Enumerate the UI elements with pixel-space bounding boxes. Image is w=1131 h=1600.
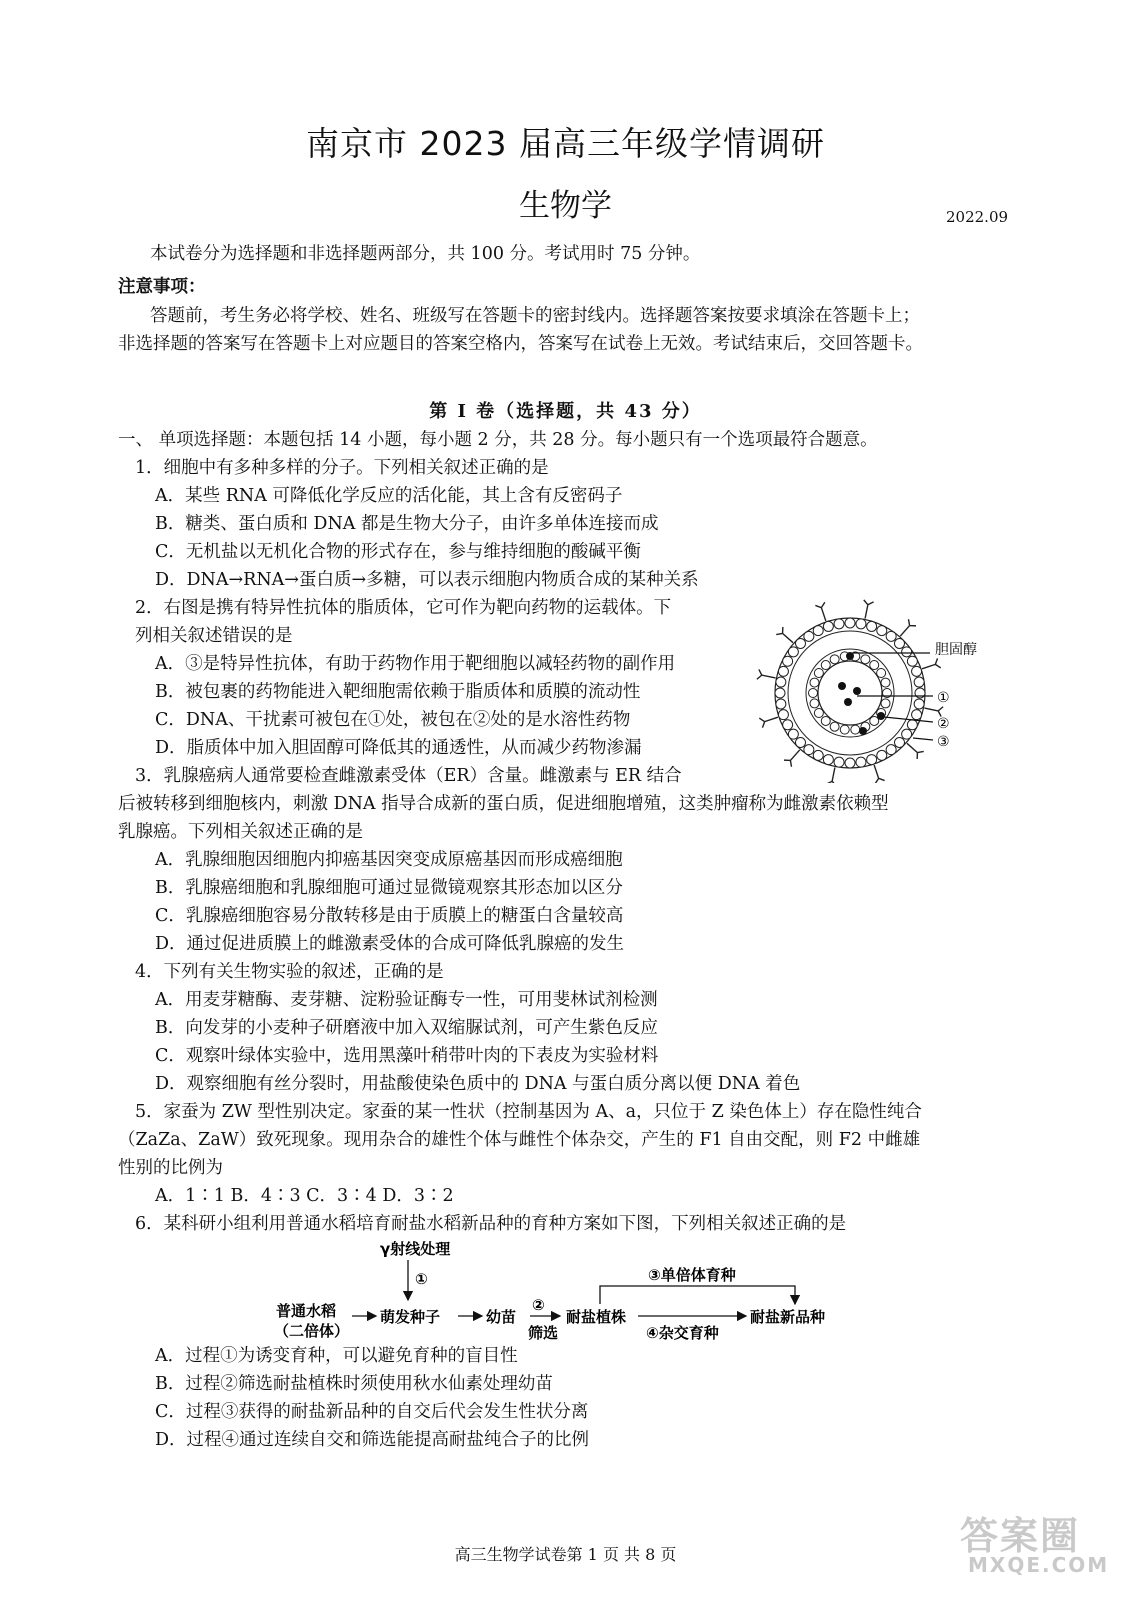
q2-option-b: B．被包裹的药物能进入靶细胞需依赖于脂质体和质膜的流动性 xyxy=(155,682,641,702)
q1-option-b: B．糖类、蛋白质和 DNA 都是生物大分子，由许多单体连接而成 xyxy=(155,514,659,534)
section-title: 第 I 卷（选择题，共 43 分） xyxy=(429,401,702,422)
notice-line-2: 非选择题的答案写在答题卡上对应题目的答案空格内，答案写在试卷上无效。考试结束后，交回答题卡。 xyxy=(118,334,923,354)
label-2: ② xyxy=(937,716,950,732)
q5-options: A．1∶1 B．4∶3 C．3∶4 D．3∶2 xyxy=(155,1186,454,1206)
q2-stem-line-2: 列相关叙述错误的是 xyxy=(135,626,293,646)
watermark-url: MXQE.COM xyxy=(968,1553,1110,1577)
q5-stem-line-3: 性别的比例为 xyxy=(118,1158,223,1178)
flow-seed: 萌发种子 xyxy=(380,1308,441,1326)
q4-option-a: A．用麦芽糖酶、麦芽糖、淀粉验证酶专一性，可用斐林试剂检测 xyxy=(155,990,658,1010)
q4-option-c: C．观察叶绿体实验中，选用黑藻叶稍带叶肉的下表皮为实验材料 xyxy=(155,1046,659,1066)
q3-stem-line-2: 后被转移到细胞核内，刺激 DNA 指导合成新的蛋白质，促进细胞增殖，这类肿瘤称为雌激素依赖型 xyxy=(118,794,889,814)
flow-step2: ② xyxy=(532,1296,545,1314)
q3-option-b: B．乳腺癌细胞和乳腺细胞可通过显微镜观察其形态加以区分 xyxy=(155,878,623,898)
q2-option-d: D．脂质体中加入胆固醇可降低其的通透性，从而减少药物渗漏 xyxy=(155,738,642,758)
label-cholesterol: 胆固醇 xyxy=(935,642,977,658)
flow-gamma: γ射线处理 xyxy=(380,1240,451,1258)
q1-option-a: A．某些 RNA 可降低化学反应的活化能，其上含有反密码子 xyxy=(155,486,623,506)
flow-diploid: （二倍体） xyxy=(274,1322,350,1340)
q3-option-c: C．乳腺癌细胞容易分散转移是由于质膜上的糖蛋白含量较高 xyxy=(155,906,624,926)
watermark-logo: 答案圈 xyxy=(960,1514,1081,1558)
notice-line-1: 答题前，考生务必将学校、姓名、班级写在答题卡的密封线内。选择题答案按要求填涂在答题卡上； xyxy=(150,306,920,326)
notice-heading: 注意事项： xyxy=(118,277,206,297)
q6-option-d: D．过程④通过连续自交和筛选能提高耐盐纯合子的比例 xyxy=(155,1430,590,1450)
label-1: ① xyxy=(937,690,950,706)
page-footer: 高三生物学试卷第 1 页 共 8 页 xyxy=(454,1545,677,1564)
q6-option-a: A．过程①为诱变育种，可以避免育种的盲目性 xyxy=(155,1346,518,1366)
intro-text: 本试卷分为选择题和非选择题两部分，共 100 分。考试用时 75 分钟。 xyxy=(150,244,701,264)
q4-option-b: B．向发芽的小麦种子研磨液中加入双缩脲试剂，可产生紫色反应 xyxy=(155,1018,658,1038)
q1-option-c: C．无机盐以无机化合物的形式存在，参与维持细胞的酸碱平衡 xyxy=(155,542,641,562)
flow-screen: 筛选 xyxy=(528,1324,559,1342)
part-one-heading: 一、 单项选择题：本题包括 14 小题，每小题 2 分，共 28 分。每小题只有一个选项最符合题意。 xyxy=(118,430,878,450)
liposome-drawing xyxy=(757,600,943,783)
flow-salt-plant: 耐盐植株 xyxy=(566,1308,627,1326)
q6-stem: 6．某科研小组利用普通水稻培育耐盐水稻新品种的育种方案如下图，下列相关叙述正确的是 xyxy=(135,1214,847,1234)
q2-option-a: A．③是特异性抗体，有助于药物作用于靶细胞以减轻药物的副作用 xyxy=(155,654,676,674)
flow-new-variety: 耐盐新品种 xyxy=(750,1308,826,1326)
q4-stem: 4．下列有关生物实验的叙述，正确的是 xyxy=(135,962,444,982)
flow-seedling: 幼苗 xyxy=(486,1308,517,1326)
flow-step1: ① xyxy=(415,1270,428,1288)
q1-option-d: D．DNA→RNA→蛋白质→多糖，可以表示细胞内物质合成的某种关系 xyxy=(155,570,699,590)
q4-option-d: D．观察细胞有丝分裂时，用盐酸使染色质中的 DNA 与蛋白质分离以便 DNA 着色 xyxy=(155,1074,801,1094)
q2-stem-line-1: 2．右图是携有特异性抗体的脂质体，它可作为靶向药物的运载体。下 xyxy=(135,598,672,618)
subject-title: 生物学 xyxy=(519,188,612,224)
q5-stem-line-1: 5．家蚕为 ZW 型性别决定。家蚕的某一性状（控制基因为 A、a，只位于 Z 染色体上）存在隐性纯合 xyxy=(135,1102,922,1122)
q3-stem-line-1: 3．乳腺癌病人通常要检查雌激素受体（ER）含量。雌激素与 ER 结合 xyxy=(135,766,682,786)
q5-stem-line-2: （ZaZa、ZaW）致死现象。现用杂合的雄性个体与雌性个体杂交，产生的 F1 自由交配，则 F2 中雌雄 xyxy=(118,1130,921,1150)
liposome-figure xyxy=(745,598,1005,783)
exam-date: 2022.09 xyxy=(946,208,1009,226)
q6-option-c: C．过程③获得的耐盐新品种的自交后代会发生性状分离 xyxy=(155,1402,589,1422)
q2-option-c: C．DNA、干扰素可被包在①处，被包在②处的是水溶性药物 xyxy=(155,710,631,730)
breeding-flowchart xyxy=(270,1238,850,1346)
q1-stem: 1．细胞中有多种多样的分子。下列相关叙述正确的是 xyxy=(135,458,549,478)
q6-option-b: B．过程②筛选耐盐植株时须使用秋水仙素处理幼苗 xyxy=(155,1374,553,1394)
flow-cross: ④杂交育种 xyxy=(646,1324,719,1342)
q3-stem-line-3: 乳腺癌。下列相关叙述正确的是 xyxy=(118,822,363,842)
q3-option-a: A．乳腺细胞因细胞内抑癌基因突变成原癌基因而形成癌细胞 xyxy=(155,850,623,870)
flow-haploid: ③单倍体育种 xyxy=(648,1266,736,1284)
q3-option-d: D．通过促进质膜上的雌激素受体的合成可降低乳腺癌的发生 xyxy=(155,934,625,954)
flow-rice: 普通水稻 xyxy=(276,1302,337,1320)
exam-title: 南京市 2023 届高三年级学情调研 xyxy=(306,124,825,163)
label-3: ③ xyxy=(937,734,950,750)
